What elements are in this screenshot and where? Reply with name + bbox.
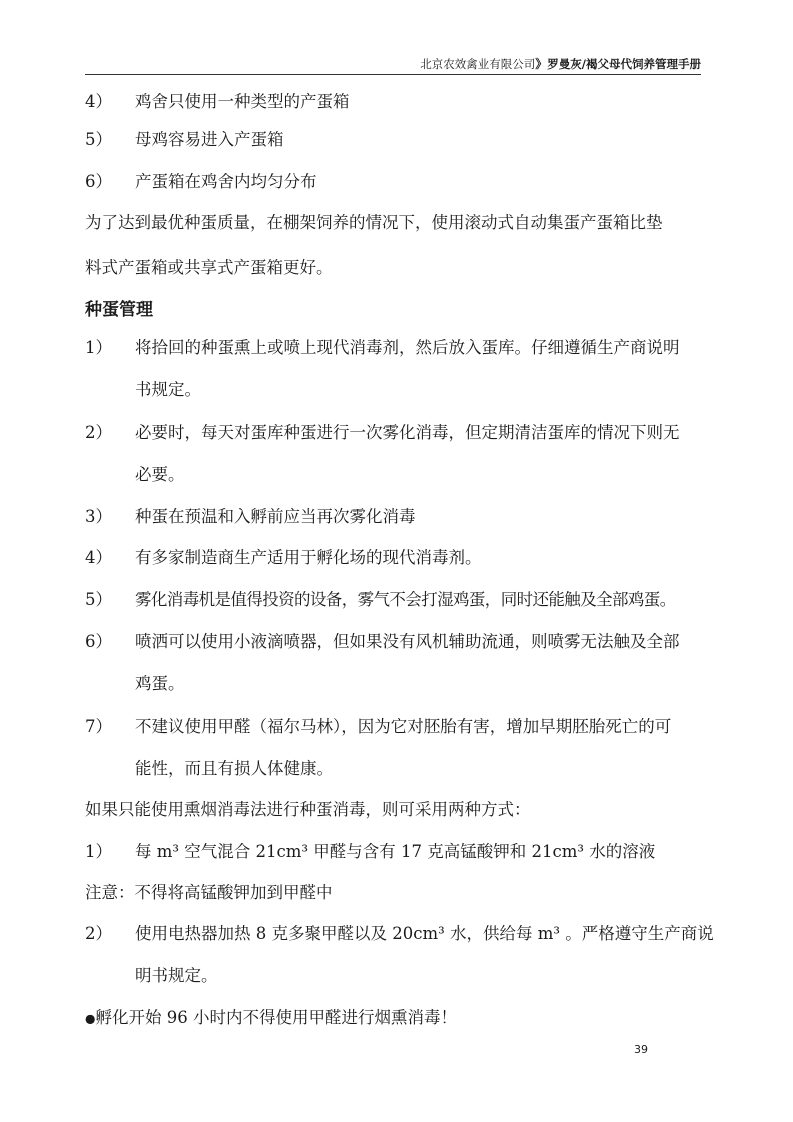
list-number: 5） bbox=[85, 590, 112, 609]
list-number: 7） bbox=[85, 717, 112, 736]
list-continuation: 鸡蛋。 bbox=[135, 674, 185, 693]
header-rule bbox=[85, 74, 701, 75]
list-text: 必要时，每天对蛋库种蛋进行一次雾化消毒，但定期清洁蛋库的情况下则无 bbox=[135, 423, 680, 442]
list-text: 将拾回的种蛋熏上或喷上现代消毒剂，然后放入蛋库。仔细遵循生产商说明 bbox=[135, 338, 680, 357]
warning-text: 孵化开始 96 小时内不得使用甲醛进行烟熏消毒！ bbox=[95, 1008, 457, 1027]
list-number: 6） bbox=[85, 632, 112, 651]
fumigation-intro: 如果只能使用熏烟消毒法进行种蛋消毒，则可采用两种方式： bbox=[85, 800, 531, 819]
list-number: 2） bbox=[85, 924, 112, 943]
list-continuation: 必要。 bbox=[135, 465, 185, 484]
list-number: 2） bbox=[85, 423, 112, 442]
header-separator: 》 bbox=[535, 57, 548, 71]
manual-title: 罗曼灰/褐父母代饲养管理手册 bbox=[547, 57, 701, 71]
list-text: 有多家制造商生产适用于孵化场的现代消毒剂。 bbox=[135, 548, 482, 567]
bullet-icon: ● bbox=[85, 1011, 96, 1026]
list-number: 3） bbox=[85, 507, 112, 526]
list-continuation: 明书规定。 bbox=[135, 966, 218, 985]
list-text: 母鸡容易进入产蛋箱 bbox=[135, 130, 284, 149]
list-number: 4） bbox=[85, 548, 112, 567]
page-number: 39 bbox=[634, 1043, 648, 1056]
list-continuation: 能性，而且有损人体健康。 bbox=[135, 759, 333, 778]
company-name: 北京农效禽业有限公司 bbox=[420, 57, 536, 71]
list-text: 不建议使用甲醛（福尔马林），因为它对胚胎有害，增加早期胚胎死亡的可 bbox=[135, 717, 672, 736]
list-text: 鸡舍只使用一种类型的产蛋箱 bbox=[135, 92, 350, 111]
warning-line bbox=[85, 1004, 457, 1028]
paragraph-line: 为了达到最优种蛋质量，在棚架饲养的情况下，使用滚动式自动集蛋产蛋箱比垫 bbox=[85, 213, 663, 232]
list-number: 6） bbox=[85, 172, 112, 191]
note: 注意：不得将高锰酸钾加到甲醛中 bbox=[85, 883, 333, 902]
list-number: 5） bbox=[85, 130, 112, 149]
list-number: 1） bbox=[85, 338, 112, 357]
paragraph-line: 料式产蛋箱或共享式产蛋箱更好。 bbox=[85, 258, 333, 277]
list-number: 1） bbox=[85, 842, 112, 861]
list-continuation: 书规定。 bbox=[135, 380, 201, 399]
page-header bbox=[85, 55, 701, 75]
list-text: 喷洒可以使用小液滴喷器，但如果没有风机辅助流通，则喷雾无法触及全部 bbox=[135, 632, 680, 651]
list-text: 使用电热器加热 8 克多聚甲醛以及 20cm³ 水，供给每 m³ 。严格遵守生产商说 bbox=[135, 924, 714, 943]
list-number: 4） bbox=[85, 92, 112, 111]
section-heading: 种蛋管理 bbox=[85, 300, 153, 320]
list-text: 雾化消毒机是值得投资的设备，雾气不会打湿鸡蛋，同时还能触及全部鸡蛋。 bbox=[135, 590, 676, 609]
list-text: 产蛋箱在鸡舍内均匀分布 bbox=[135, 172, 317, 191]
list-text: 种蛋在预温和入孵前应当再次雾化消毒 bbox=[135, 507, 416, 526]
list-text: 每 m³ 空气混合 21cm³ 甲醛与含有 17 克高锰酸钾和 21cm³ 水的溶液 bbox=[135, 842, 656, 861]
